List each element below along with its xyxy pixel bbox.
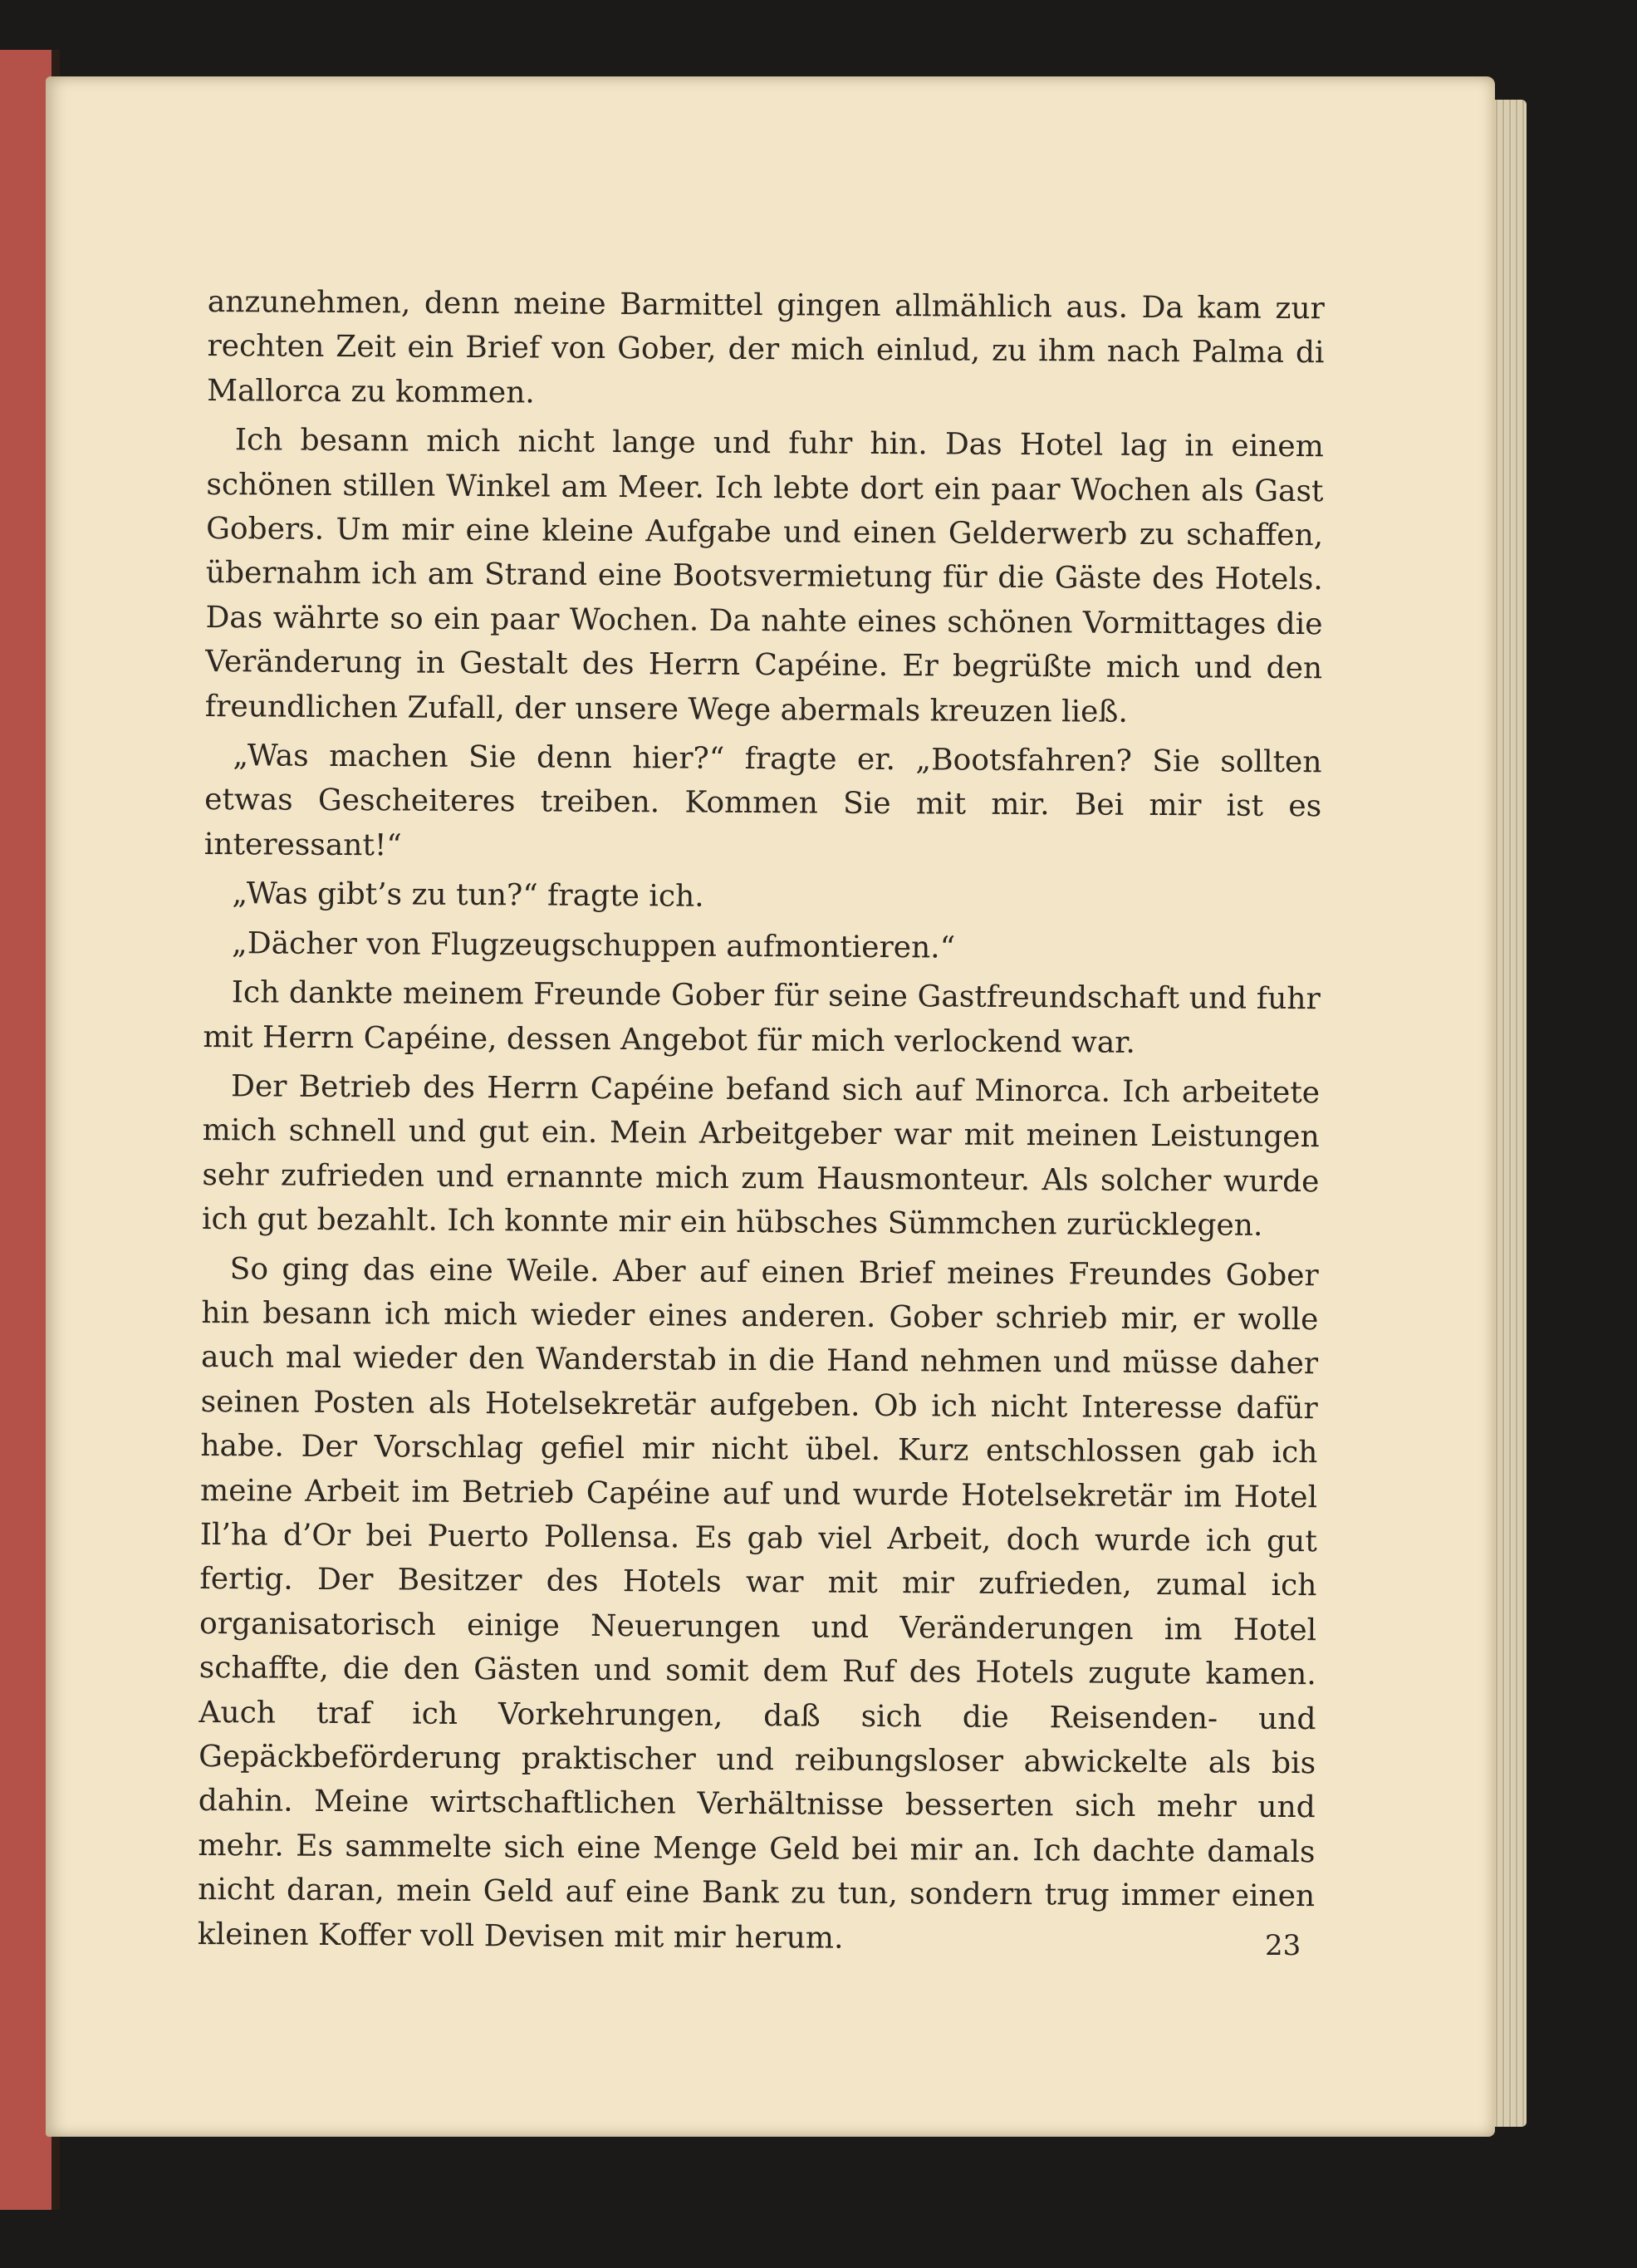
book-page <box>46 76 1495 2137</box>
body-text <box>198 280 1325 1968</box>
paragraph: Der Betrieb des Herrn Capéine befand sich auf Minorca. Ich arbeitete mich schnell und gut ein. Mein Arbeitgeber war mit meinen Leistungen sehr zufrieden und ernannte mich zum Hausmonteur. Als solcher wurde ich gut bezahlt. Ich konnte mir ein hübsches Sümmchen zurücklegen. <box>201 1069 1321 1243</box>
page-number: 23 <box>1265 1929 1301 1962</box>
paragraph: anzunehmen, denn meine Barmittel gingen allmählich aus. Da kam zur rechten Zeit ein Brief von Gober, der mich einlud, zu ihm nach Palma di Mallorca zu kommen. <box>207 284 1325 410</box>
paragraph: „Dächer von Flugzeugschuppen aufmontieren.“ <box>231 925 956 965</box>
paragraph: So ging das eine Weile. Aber auf einen Brief meines Freundes Gober hin besann ich mich wieder eines anderen. Gober schrieb mir, er wolle auch mal wieder den Wanderstab in die Hand nehmen und müsse daher seinen Posten als Hotelsekretär aufgeben. Ob ich nicht Interesse dafür habe. Der Vorschlag gefiel mir nicht übel. Kurz entschlossen gab ich meine Arbeit im Betrieb Capéine auf und wurde Hotelsekretär im Hotel Il’ha d’Or bei Puerto Pollensa. Es gab viel Arbeit, doch wurde ich gut fertig. Der Besitzer des Hotels war mit mir zufrieden, zumal ich organisatorisch einige Neuerungen und Veränderungen im Hotel schaffte, die den Gästen und somit dem Ruf des Hotels zugute kamen. Auch traf ich Vorkehrungen, daß sich die Reisenden- und Gepäckbeförderung praktischer und reibungsloser abwickelte als bis dahin. Meine wirtschaftlichen Verhältnisse besserten sich mehr und mehr. Es sammelte sich eine Menge Geld bei mir an. Ich dachte damals nicht daran, mein Geld auf eine Bank zu tun, sondern trug immer einen kleinen Koffer voll Devisen mit mir herum. <box>197 1251 1319 1956</box>
paragraph: Ich dankte meinem Freunde Gober für seine Gastfreundschaft und fuhr mit Herrn Capéine, dessen Angebot für mich verlockend war. <box>203 975 1321 1060</box>
paragraph: „Was machen Sie denn hier?“ fragte er. „Bootsfahren? Sie sollten etwas Gescheiteres treiben. Kommen Sie mit mir. Bei mir ist es interessant!“ <box>203 739 1322 863</box>
paragraph: Ich besann mich nicht lange und fuhr hin. Das Hotel lag in einem schönen stillen Winkel am Meer. Ich lebte dort ein paar Wochen als Gast Gobers. Um mir eine kleine Aufgabe und einen Gelderwerb zu schaffen, übernahm ich am Strand eine Bootsvermietung für die Gäste des Hotels. Das währte so ein paar Wochen. Da nahte eines schönen Vormittages die Veränderung in Gestalt des Herrn Capéine. Er begrüßte mich und den freundlichen Zufall, der unsere Wege abermals kreuzen ließ. <box>204 423 1324 729</box>
paragraph: „Was gibt’s zu tun?“ fragte ich. <box>232 876 704 914</box>
